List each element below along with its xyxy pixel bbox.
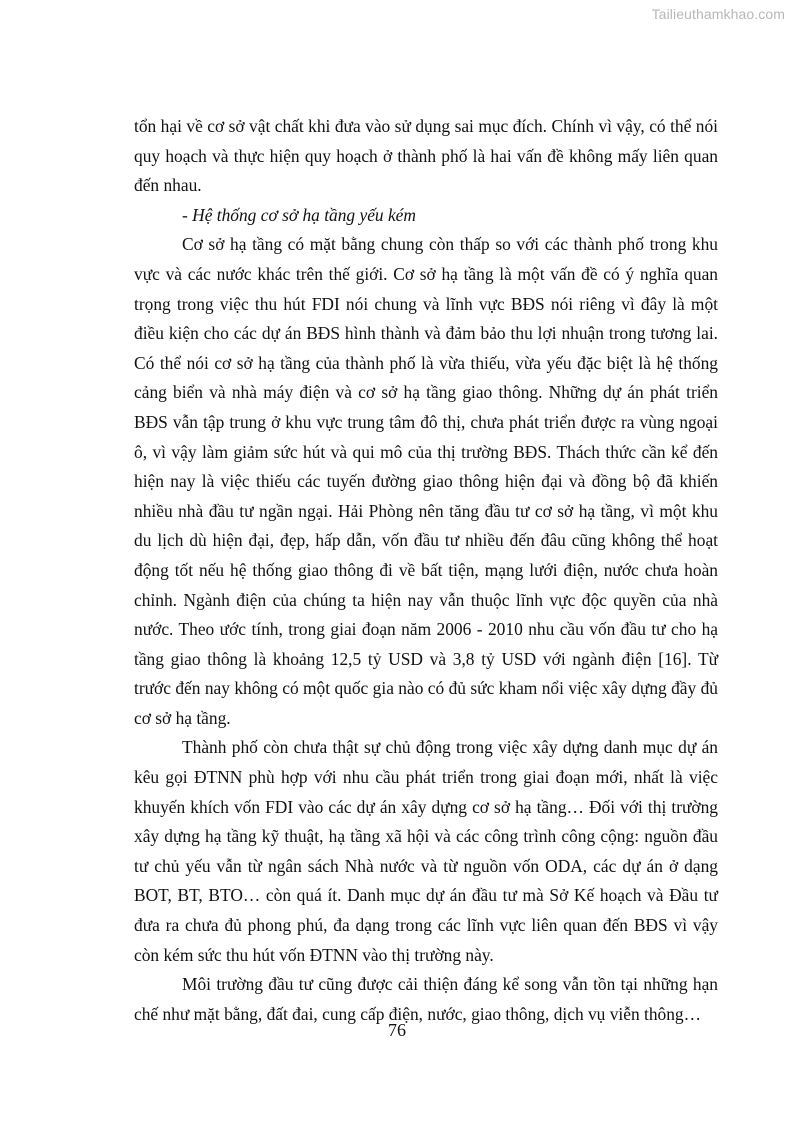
paragraph-project-list: Thành phố còn chưa thật sự chủ động trong việc xây dựng danh mục dự án kêu gọi ĐTNN phù hợp với nhu cầu phát triển trong giai đoạn mới, nhất là việc khuyến khích vốn FDI vào các dự án xây dựng cơ sở hạ tầng… Đối với thị trường xây dựng hạ tầng kỹ thuật, hạ tầng xã hội và các công trình công cộng: nguồn đầu tư chủ yếu vẫn từ ngân sách Nhà nước và từ nguồn vốn ODA, các dự án ở dạng BOT, BT, BTO… còn quá ít. Danh mục dự án đầu tư mà Sở Kế hoạch và Đầu tư đưa ra chưa đủ phong phú, đa dạng trong các lĩnh vực liên quan đến BĐS vì vậy còn kém sức thu hút vốn ĐTNN vào thị trường này. — [134, 737, 718, 965]
paragraph-continuation: tổn hại về cơ sở vật chất khi đưa vào sử dụng sai mục đích. Chính vì vậy, có thể nói quy hoạch và thực hiện quy hoạch ở thành phố là hai vấn đề không mấy liên quan đến nhau. — [134, 116, 718, 196]
page-number: 76 — [388, 1020, 406, 1040]
paragraph-infrastructure: Cơ sở hạ tầng có mặt bằng chung còn thấp so với các thành phố trong khu vực và các nước khác trên thế giới. Cơ sở hạ tầng là một vấn đề có ý nghĩa quan trọng trong việc thu hút FDI nói chung và lĩnh vực BĐS nói riêng vì đây là một điều kiện cho các dự án BĐS hình thành và đảm bảo thu lợi nhuận trong tương lai. Có thể nói cơ sở hạ tầng của thành phố là vừa thiếu, vừa yếu đặc biệt là hệ thống cảng biển và nhà máy điện và cơ sở hạ tầng giao thông. Những dự án phát triển BĐS vẫn tập trung ở khu vực trung tâm đô thị, chưa phát triển được ra vùng ngoại ô, vì vậy làm giảm sức hút và qui mô của thị trường BĐS. Thách thức cần kể đến hiện nay là việc thiếu các tuyến đường giao thông hiện đại và đồng bộ đã khiến nhiều nhà đầu tư ngần ngại. Hải Phòng nên tăng đầu tư cơ sở hạ tầng, vì một khu du lịch dù hiện đại, đẹp, hấp dẫn, vốn đầu tư nhiều đến đâu cũng không thể hoạt động tốt nếu hệ thống giao thông đi về bất tiện, mạng lưới điện, nước chưa hoàn chỉnh. Ngành điện của chúng ta hiện nay vẫn thuộc lĩnh vực độc quyền của nhà nước. Theo ước tính, trong giai đoạn năm 2006 - 2010 nhu cầu vốn đầu tư cho hạ tầng giao thông là khoảng 12,5 tỷ USD và 3,8 tỷ USD với ngành điện [16]. Từ trước đến nay không có một quốc gia nào có đủ sức kham nổi việc xây dựng đầy đủ cơ sở hạ tầng. — [134, 234, 718, 728]
watermark: Tailieuthamkhao.com — [651, 6, 785, 22]
section-heading: - Hệ thống cơ sở hạ tầng yếu kém — [182, 204, 416, 225]
paragraph-investment-environment: Môi trường đầu tư cũng được cải thiện đáng kể song vẫn tồn tại những hạn chế như mặt bằng, đất đai, cung cấp điện, nước, giao thông, dịch vụ viễn thông… — [134, 974, 718, 1024]
document-body — [134, 112, 718, 1029]
